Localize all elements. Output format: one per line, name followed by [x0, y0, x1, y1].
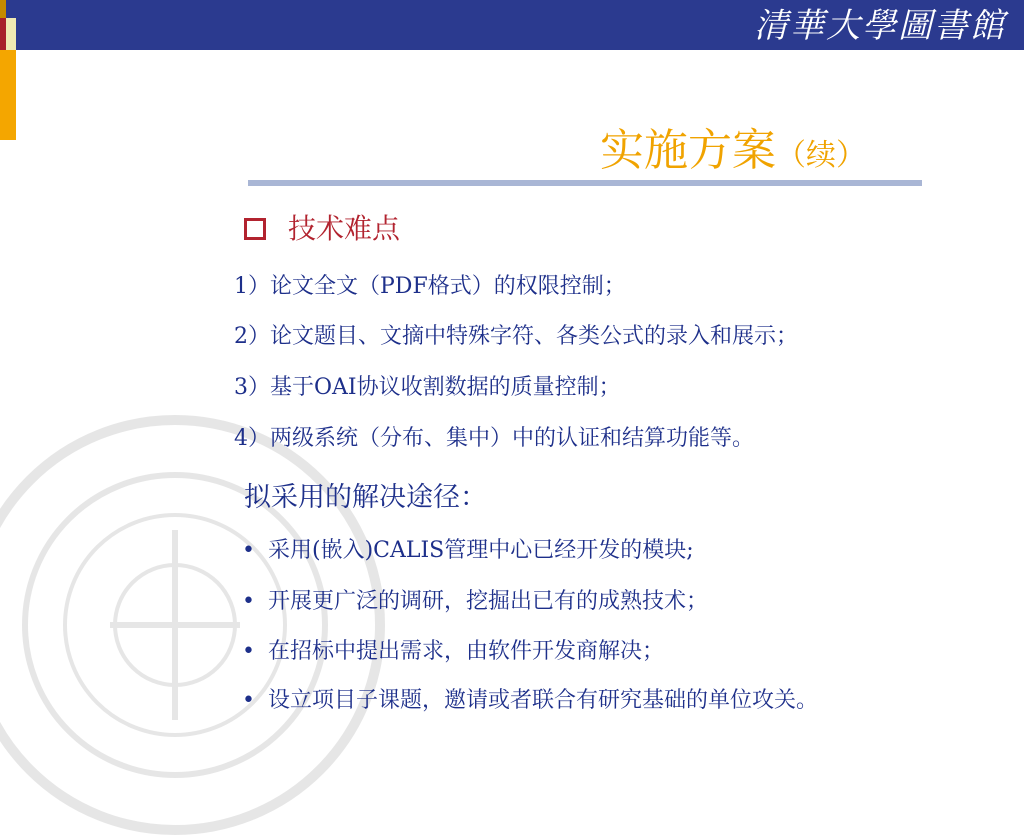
approach-heading: 拟采用的解决途径：: [244, 482, 487, 513]
square-bullet-icon: [244, 218, 266, 240]
title-underline: [248, 180, 922, 186]
approach-item-text: 采用(嵌入)CALIS管理中心已经开发的模块;: [268, 538, 694, 563]
library-logo: 清華大學圖書館: [754, 6, 1006, 46]
title-suffix: （续）: [776, 138, 866, 173]
difficulty-item: 1）论文全文（PDF格式）的权限控制；: [234, 274, 626, 299]
bullet-dot: •: [242, 688, 255, 713]
side-accent-bar: [0, 50, 16, 140]
approach-item-text: 开展更广泛的调研，挖掘出已有的成熟技术；: [268, 589, 709, 614]
difficulty-item: 3）基于OAI协议收割数据的质量控制；: [234, 375, 621, 400]
title-main: 实施方案: [600, 125, 776, 176]
difficulty-item: 2）论文题目、文摘中特殊字符、各类公式的录入和展示；: [234, 324, 798, 349]
university-seal-watermark: [0, 410, 390, 840]
slide-title: [600, 124, 866, 183]
approach-item: [242, 587, 708, 617]
section-heading-text: 技术难点: [288, 212, 401, 245]
bullet-dot: •: [242, 589, 255, 614]
corner-accent-gold: [0, 0, 6, 18]
section-heading: [244, 210, 400, 248]
bullet-dot: •: [242, 639, 255, 664]
approach-item: [242, 536, 694, 566]
approach-item: [242, 686, 818, 716]
approach-item-text: 设立项目子课题，邀请或者联合有研究基础的单位攻关。: [268, 688, 819, 713]
bullet-dot: •: [242, 538, 255, 563]
approach-item: [242, 637, 664, 667]
approach-item-text: 在招标中提出需求，由软件开发商解决；: [268, 639, 665, 664]
corner-accent-cream: [6, 18, 16, 50]
difficulty-item: 4）两级系统（分布、集中）中的认证和结算功能等。: [234, 426, 754, 451]
